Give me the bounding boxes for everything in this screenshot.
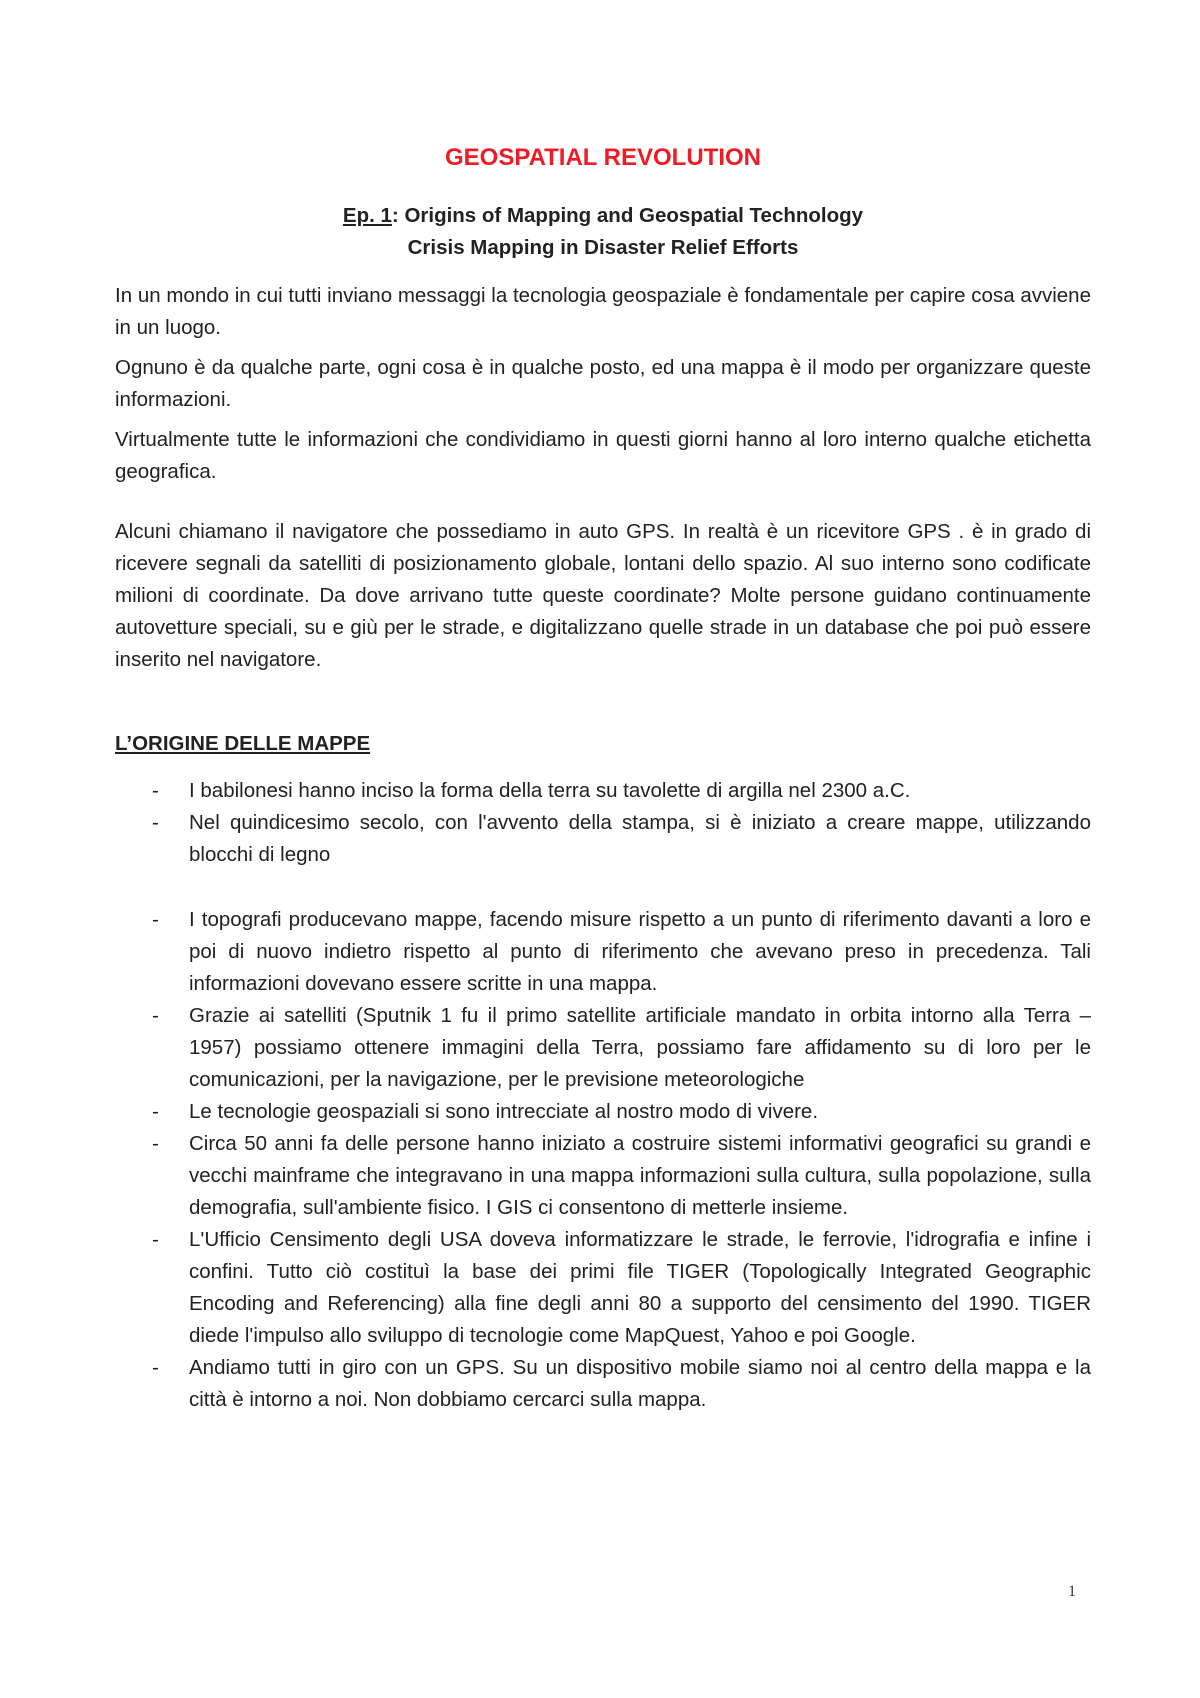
dash-icon: -: [152, 811, 159, 834]
paragraph-1: In un mondo in cui tutti inviano messaggi la tecnologia geospaziale è fondamentale per capire cosa avviene in un luogo.: [115, 284, 1091, 339]
document-title: GEOSPATIAL REVOLUTION: [444, 144, 762, 171]
episode-link[interactable]: Ep. 1: [342, 204, 392, 227]
dash-icon: -: [152, 908, 159, 931]
list-item: [115, 1000, 1091, 1096]
section-heading: L’ORIGINE DELLE MAPPE: [115, 732, 371, 755]
list-item: [115, 1128, 1091, 1224]
dash-icon: -: [152, 1004, 159, 1027]
list-item: [115, 1224, 1091, 1352]
list-item: [115, 807, 1091, 871]
list-item-text: Le tecnologie geospaziali si sono intrecciate al nostro modo di vivere.: [189, 1100, 819, 1123]
list-item-text: Andiamo tutti in giro con un GPS. Su un dispositivo mobile siamo noi al centro della mappa e la città è intorno a noi. Non dobbiamo cercarci sulla mappa.: [189, 1356, 1091, 1411]
dash-icon: -: [152, 1356, 159, 1379]
bullet-list-1: [115, 775, 1091, 871]
list-item-text: I babilonesi hanno inciso la forma della terra su tavolette di argilla nel 2300 a.C.: [189, 779, 911, 802]
dash-icon: -: [152, 1100, 159, 1123]
list-item: [115, 1096, 1091, 1128]
episode-subtitle: [115, 202, 1091, 230]
dash-icon: -: [152, 779, 159, 802]
list-item-text: Grazie ai satelliti (Sputnik 1 fu il primo satellite artificiale mandato in orbita intorno alla Terra – 1957) possiamo ottenere immagini della Terra, possiamo fare affidamento su di loro per le comunicazioni, per la navigazione, per le previsione meteorologiche: [189, 1004, 1091, 1091]
episode-title: : Origins of Mapping and Geospatial Technology: [391, 204, 864, 227]
list-item: [115, 904, 1091, 1000]
paragraph-4: Alcuni chiamano il navigatore che possediamo in auto GPS. In realtà è un ricevitore GPS . è in grado di ricevere segnali da satelliti di posizionamento globale, lontani dello spazio. Al suo interno sono codificate milioni di coordinate. Da dove arrivano tutte queste coordinate? Molte persone guidano continuamente autovetture speciali, su e giù per le strade, e digitalizzano quelle strade in un database che poi può essere inserito nel navigatore.: [115, 520, 1091, 671]
list-item: [115, 775, 1091, 807]
episode-subtitle-line2: Crisis Mapping in Disaster Relief Efforts: [407, 236, 799, 259]
bullet-list-2: [115, 904, 1091, 1416]
list-item-text: I topografi producevano mappe, facendo misure rispetto a un punto di riferimento davanti a loro e poi di nuovo indietro rispetto al punto di riferimento che avevano preso in precedenza. Tali informazioni dovevano essere scritte in una mappa.: [189, 908, 1091, 995]
page-number: 1: [1068, 1583, 1076, 1600]
paragraph-3: Virtualmente tutte le informazioni che condividiamo in questi giorni hanno al loro interno qualche etichetta geografica.: [115, 428, 1091, 483]
dash-icon: -: [152, 1132, 159, 1155]
list-item-text: Nel quindicesimo secolo, con l'avvento della stampa, si è iniziato a creare mappe, utilizzando blocchi di legno: [189, 811, 1091, 866]
dash-icon: -: [152, 1228, 159, 1251]
paragraph-2: Ognuno è da qualche parte, ogni cosa è in qualche posto, ed una mappa è il modo per organizzare queste informazioni.: [115, 356, 1091, 411]
list-item-text: Circa 50 anni fa delle persone hanno iniziato a costruire sistemi informativi geografici su grandi e vecchi mainframe che integravano in una mappa informazioni sulla cultura, sulla popolazione, sulla demografia, sull'ambiente fisico. I GIS ci consentono di metterle insieme.: [189, 1132, 1091, 1219]
list-item: [115, 1352, 1091, 1416]
list-item-text: L'Ufficio Censimento degli USA doveva informatizzare le strade, le ferrovie, l'idrografia e infine i confini. Tutto ciò costituì la base dei primi file TIGER (Topologically Integrated Geographic Encoding and Referencing) alla fine degli anni 80 a supporto del censimento del 1990. TIGER diede l'impulso allo sviluppo di tecnologie come MapQuest, Yahoo e poi Google.: [189, 1228, 1091, 1347]
